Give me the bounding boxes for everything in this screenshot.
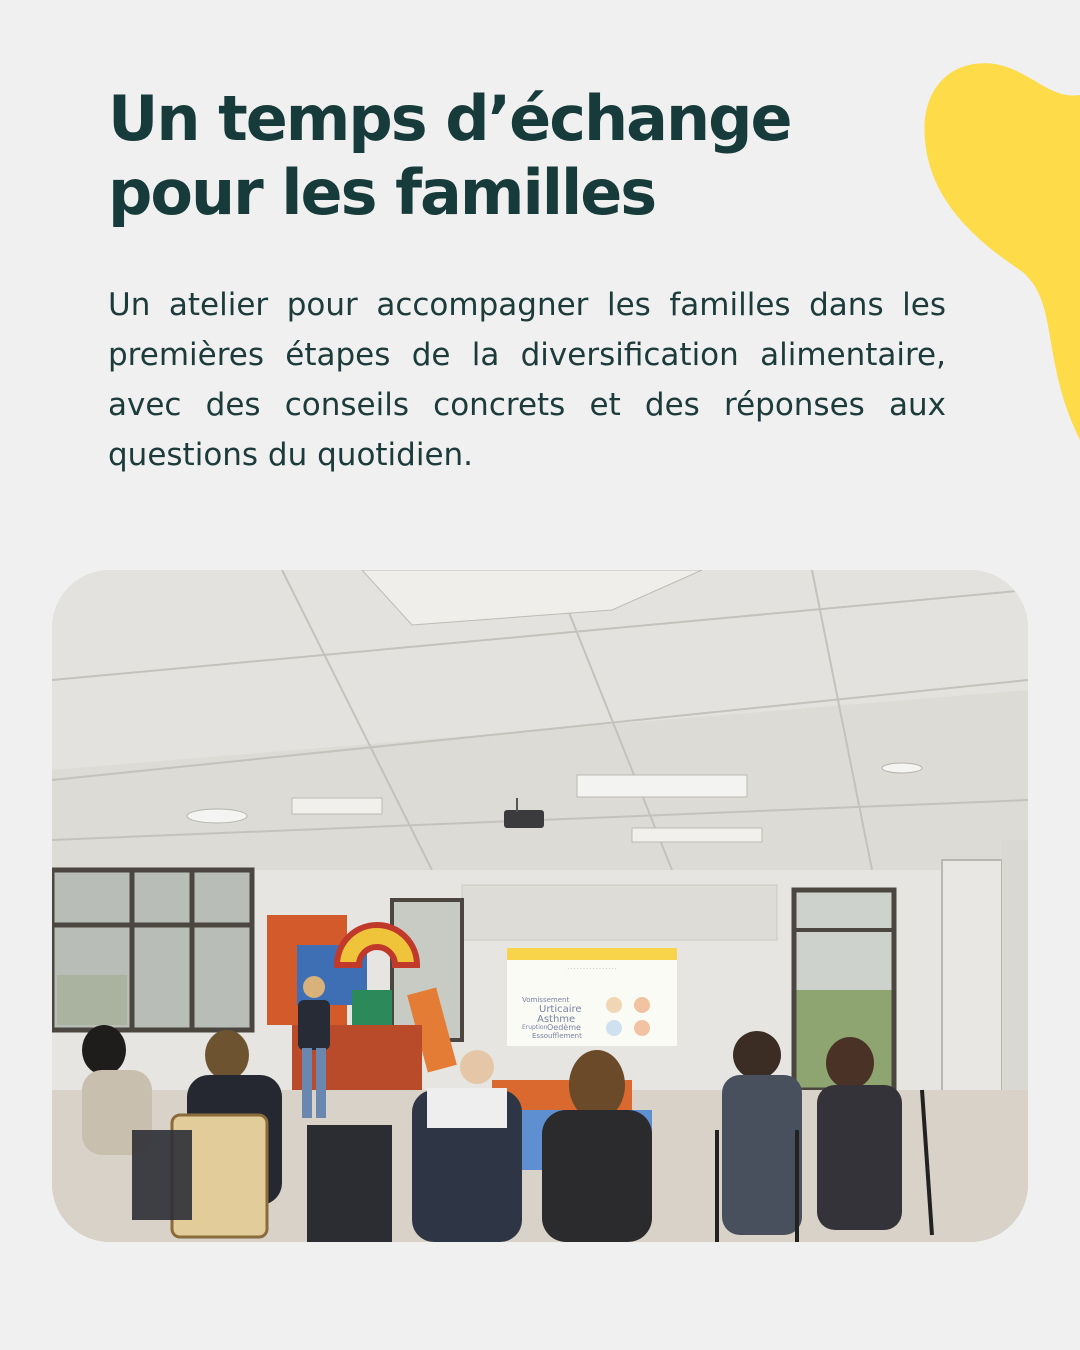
svg-text:· · · · · · · · · · · · · · ·: · · · · · · · · · · · · · · · · xyxy=(567,966,617,972)
title-line-2: pour les familles xyxy=(108,156,656,229)
slide-word-3: Asthme xyxy=(537,1014,576,1025)
page-title xyxy=(108,82,908,230)
slide-word-4: Eruption xyxy=(522,1024,548,1031)
workshop-scene-illustration xyxy=(52,570,1028,1242)
slide-word-6: Essoufflement xyxy=(532,1032,582,1040)
slide-word-5: Oedème xyxy=(547,1023,581,1032)
workshop-photo xyxy=(52,570,1028,1242)
title-line-1: Un temps d’échange xyxy=(108,82,791,155)
slide-word-2: Urticaire xyxy=(539,1004,582,1015)
description-paragraph: Un atelier pour accompagner les familles dans les premières étapes de la diversification alimentaire, avec des conseils concrets et des réponses aux questions du quotidien. xyxy=(108,287,946,473)
slide-word-1: Vomissement xyxy=(522,996,570,1004)
